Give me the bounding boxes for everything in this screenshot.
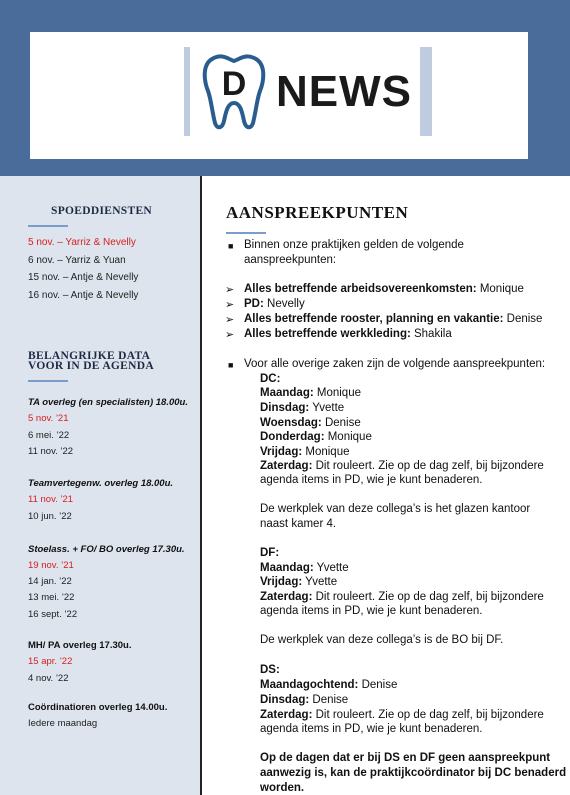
contact-label: Alles betreffende rooster, planning en vakantie: [244, 313, 504, 325]
contact-line [244, 298, 305, 310]
day-name: Yvette [309, 402, 345, 414]
contact-value: Denise [503, 313, 543, 325]
day-label: Vrijdag: [260, 576, 303, 588]
contact-line [244, 313, 542, 325]
title-rule [226, 232, 266, 234]
day-name: Yvette [302, 576, 338, 588]
contact-label: Alles betreffende arbeidsovereenkomsten: [244, 283, 477, 295]
day-name: Monique [302, 446, 350, 458]
logo-letter: D [221, 65, 247, 103]
agenda-heading: MH/ PA overleg 17.30u. [28, 640, 132, 651]
contact-value: Nevelly [263, 298, 305, 310]
contact-value: Shakila [410, 328, 452, 340]
closing-text: worden. [260, 782, 305, 794]
zaterdag-text: agenda items in PD, wie je kunt benaderen. [260, 474, 483, 486]
logo [190, 47, 420, 136]
tooth-icon [198, 51, 270, 131]
contact-line [244, 283, 524, 295]
agenda-date: 10 jun. ’22 [28, 511, 72, 522]
bullet-icon: ■ [228, 241, 234, 251]
agenda-date: 11 nov. ’22 [28, 446, 74, 457]
location-label: DS: [260, 664, 280, 676]
arrow-bullet-icon: ➢ [225, 314, 235, 326]
agenda-date: 4 nov. ’22 [28, 673, 69, 684]
contact-line [244, 328, 452, 340]
werkplek-text: naast kamer 4. [260, 518, 337, 530]
spoed-item: 16 nov. – Antje & Nevelly [28, 290, 139, 301]
spoed-item: 15 nov. – Antje & Nevelly [28, 272, 139, 283]
spoed-item: 5 nov. – Yarriz & Nevelly [28, 237, 136, 248]
agenda-date: 19 nov. ’21 [28, 560, 74, 571]
day-name: Denise [321, 417, 361, 429]
spoed-title: SPOEDDIENSTEN [51, 205, 153, 217]
logo-panel [184, 47, 432, 136]
day-label: Woensdag: [260, 417, 322, 429]
day-label: Maandag: [260, 562, 314, 574]
day-label: Zaterdag: [260, 460, 313, 472]
day-label: Vrijdag: [260, 446, 303, 458]
day-name: Monique [313, 387, 361, 399]
day-label: Maandag: [260, 387, 314, 399]
overige-text: Voor alle overige zaken zijn de volgende aanspreekpunten: [244, 358, 546, 370]
closing-text: aanwezig is, kan de praktijkcoördinator bij DC benaderd [260, 767, 567, 779]
contact-label: Alles betreffende werkkleding: [244, 328, 411, 340]
day-name: Yvette [313, 562, 349, 574]
agenda-date: 6 mei. ’22 [28, 430, 70, 441]
location-label: DF: [260, 547, 280, 559]
agenda-date: 14 jan. ’22 [28, 576, 72, 587]
intro-text: aanspreekpunten: [244, 254, 337, 266]
day-name: Denise [309, 694, 349, 706]
arrow-bullet-icon: ➢ [225, 329, 235, 341]
agenda-title: BELANGRIJKE DATA [28, 350, 151, 362]
sidebar [0, 176, 202, 795]
agenda-heading: Stoelass. + FO/ BO overleg 17.30u. [28, 544, 185, 555]
agenda-heading: TA overleg (en specialisten) 18.00u. [28, 397, 188, 408]
day-label: Maandagochtend: [260, 679, 359, 691]
location-label: DC: [260, 373, 281, 385]
agenda-heading: Teamvertegenw. overleg 18.00u. [28, 478, 174, 489]
contact-value: Monique [476, 283, 524, 295]
zaterdag-text: Dit rouleert. Zie op de dag zelf, bij bijzondere [312, 591, 544, 603]
agenda-date: 5 nov. ’21 [28, 413, 69, 424]
agenda-date: 13 mei. ’22 [28, 592, 75, 603]
masthead [0, 0, 570, 176]
day-label: Dinsdag: [260, 694, 310, 706]
zaterdag-text: agenda items in PD, wie je kunt benaderen. [260, 723, 483, 735]
arrow-bullet-icon: ➢ [225, 284, 235, 296]
intro-text: Binnen onze praktijken gelden de volgende [244, 239, 464, 251]
agenda-date: 15 apr. ’22 [28, 656, 73, 667]
day-label: Zaterdag: [260, 709, 313, 721]
day-name: Denise [358, 679, 398, 691]
agenda-date: 16 sept. ’22 [28, 609, 78, 620]
werkplek-text: De werkplek van deze collega’s is de BO bij DF. [260, 634, 504, 646]
arrow-bullet-icon: ➢ [225, 299, 235, 311]
zaterdag-text: Dit rouleert. Zie op de dag zelf, bij bijzondere [312, 460, 544, 472]
day-label: Donderdag: [260, 431, 325, 443]
main-content [202, 176, 570, 795]
contact-label: PD: [244, 298, 264, 310]
agenda-date: Iedere maandag [28, 718, 98, 729]
agenda-rule [28, 380, 68, 382]
logo-word: NEWS [276, 67, 412, 116]
closing-text: Op de dagen dat er bij DS en DF geen aanspreekpunt [260, 752, 551, 764]
page-title: AANSPREEKPUNTEN [226, 203, 409, 222]
werkplek-text: De werkplek van deze collega’s is het glazen kantoor [260, 503, 531, 515]
bullet-icon: ■ [228, 360, 234, 370]
zaterdag-text: agenda items in PD, wie je kunt benaderen. [260, 605, 483, 617]
agenda-date: 11 nov. ’21 [28, 494, 74, 505]
agenda-heading: Coördinatioren overleg 14.00u. [28, 702, 168, 713]
zaterdag-text: Dit rouleert. Zie op de dag zelf, bij bijzondere [312, 709, 544, 721]
spoed-rule [28, 225, 68, 227]
day-label: Zaterdag: [260, 591, 313, 603]
spoed-item: 6 nov. – Yarriz & Yuan [28, 255, 126, 266]
day-label: Dinsdag: [260, 402, 310, 414]
masthead-inner [30, 32, 528, 159]
agenda-title: VOOR IN DE AGENDA [28, 360, 154, 372]
day-name: Monique [324, 431, 372, 443]
